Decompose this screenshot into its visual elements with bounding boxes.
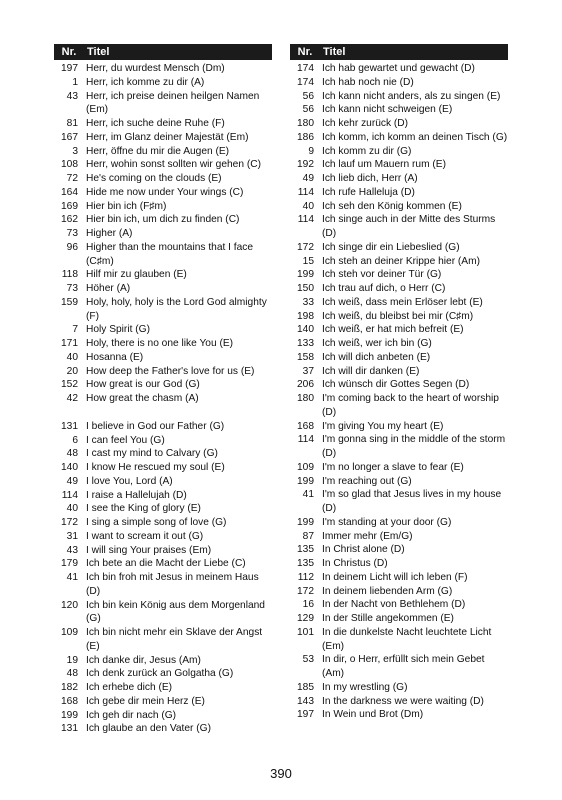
section-gap [54, 406, 272, 420]
song-number: 31 [66, 530, 78, 542]
header-title: Titel [87, 46, 110, 58]
song-row [290, 378, 508, 392]
song-title: Ich kehr zurück (D) [322, 118, 409, 129]
song-number: 16 [302, 599, 314, 611]
song-number: 53 [302, 654, 314, 666]
song-row [54, 447, 272, 461]
song-number: 9 [308, 145, 314, 157]
song-number: 199 [297, 516, 314, 528]
song-row [290, 695, 508, 709]
song-title: Immer mehr (Em/G) [322, 530, 413, 542]
song-title: I raise a Hallelujah (D) [86, 489, 187, 501]
song-title: Higher than the mountains that I face (C♯m) [86, 241, 254, 267]
song-number: 114 [297, 214, 314, 226]
song-row [54, 667, 272, 681]
song-title: I will sing Your praises (Em) [86, 544, 212, 556]
song-row [54, 557, 272, 571]
song-row [54, 296, 272, 324]
song-title: How great is our God (G) [86, 379, 200, 391]
song-row [54, 282, 272, 296]
song-number: 152 [61, 379, 78, 391]
song-row [290, 241, 508, 255]
song-row [290, 365, 508, 379]
table-header [54, 44, 272, 60]
song-row [54, 337, 272, 351]
song-title: Holy, holy, holy is the Lord God almighty (F) [86, 296, 267, 322]
song-title: Ich bin froh mit Jesus in meinem Haus (D) [86, 572, 259, 597]
song-number: 150 [297, 283, 314, 294]
song-title: Ich seh den König kommen (E) [322, 200, 462, 212]
song-row [54, 351, 272, 365]
index-column-right [290, 44, 508, 722]
song-number: 43 [66, 90, 78, 102]
song-row [290, 323, 508, 337]
song-title: Herr, ich komme zu dir (A) [86, 76, 205, 88]
song-title: Ich bete an die Macht der Liebe (C) [86, 558, 246, 570]
song-number: 172 [61, 517, 78, 528]
song-row [54, 117, 272, 131]
song-title: Higher (A) [86, 228, 133, 239]
song-number: 49 [66, 475, 78, 487]
song-number: 159 [61, 296, 78, 308]
song-title: I want to scream it out (G) [86, 530, 204, 542]
song-number: 72 [66, 173, 78, 184]
song-title: Ich rufe Halleluja (D) [322, 186, 415, 198]
song-title: Ich steh an deiner Krippe hier (Am) [322, 255, 480, 267]
header-title: Titel [323, 46, 346, 58]
song-row [290, 557, 508, 571]
song-title: He's coming on the clouds (E) [86, 173, 222, 184]
song-row [290, 420, 508, 434]
song-title: Ich wünsch dir Gottes Segen (D) [322, 379, 470, 391]
song-row [54, 516, 272, 530]
song-title: Herr, ich suche deine Ruhe (F) [86, 118, 225, 129]
song-title: Ich will dir danken (E) [322, 365, 420, 377]
song-title: Ich weiß, er hat mich befreit (E) [322, 324, 464, 336]
song-number: 169 [61, 200, 78, 212]
song-number: 180 [297, 393, 314, 404]
song-title: Hide me now under Your wings (C) [86, 186, 244, 198]
table-header [290, 44, 508, 60]
song-title: In dir, o Herr, erfüllt sich mein Gebet (Am) [322, 654, 485, 679]
song-number: 206 [297, 379, 314, 391]
song-title: In der Stille angekommen (E) [322, 613, 454, 624]
song-row [54, 489, 272, 503]
song-title: How great the chasm (A) [86, 393, 199, 404]
song-row [290, 681, 508, 695]
song-number: 40 [302, 200, 314, 212]
song-number: 40 [66, 503, 78, 515]
song-row [290, 475, 508, 489]
song-title: In deinem liebenden Arm (G) [322, 585, 453, 597]
song-title: In Wein und Brot (Dm) [322, 709, 424, 721]
song-row [54, 475, 272, 489]
song-title: Hilf mir zu glauben (E) [86, 269, 187, 281]
song-number: 15 [302, 255, 314, 267]
song-row [290, 585, 508, 599]
song-row [290, 131, 508, 145]
song-title: Ich trau auf dich, o Herr (C) [322, 283, 446, 294]
song-row [290, 598, 508, 612]
song-row [290, 653, 508, 681]
song-title: I'm gonna sing in the middle of the storm (D) [322, 434, 506, 459]
song-title: I sing a simple song of love (G) [86, 517, 227, 528]
song-row [54, 172, 272, 186]
song-row [290, 76, 508, 90]
song-number: 33 [302, 296, 314, 308]
page-number: 390 [270, 766, 292, 781]
song-title: I'm reaching out (G) [322, 475, 412, 487]
song-number: 81 [66, 118, 78, 129]
song-title: Ich erhebe dich (E) [86, 682, 173, 693]
song-title: I'm coming back to the heart of worship (D) [322, 393, 499, 418]
song-number: 41 [66, 572, 78, 583]
song-row [290, 543, 508, 557]
song-row [54, 530, 272, 544]
song-row [54, 434, 272, 448]
song-number: 199 [61, 709, 78, 721]
song-title: Ich weiß, du bleibst bei mir (C♯m) [322, 310, 474, 322]
song-row [54, 544, 272, 558]
song-number: 43 [66, 544, 78, 556]
song-number: 197 [297, 709, 314, 721]
song-number: 133 [297, 338, 314, 349]
song-number: 174 [297, 63, 314, 74]
song-title: Ich bin nicht mehr ein Sklave der Angst (E) [86, 627, 263, 652]
song-list-right [290, 62, 508, 722]
song-number: 182 [61, 682, 78, 693]
song-title: Ich will dich anbeten (E) [322, 351, 431, 363]
song-title: I see the King of glory (E) [86, 503, 201, 515]
song-row [54, 461, 272, 475]
song-row [54, 681, 272, 695]
song-title: Hier bin ich, um dich zu finden (C) [86, 214, 240, 226]
song-title: I'm standing at your door (G) [322, 516, 452, 528]
song-number: 143 [297, 695, 314, 707]
song-number: 49 [302, 173, 314, 184]
song-title: Holy, there is no one like You (E) [86, 338, 234, 349]
header-nr: Nr. [61, 46, 77, 58]
song-number: 171 [61, 338, 78, 349]
song-number: 87 [302, 530, 314, 542]
song-title: Ich singe dir ein Liebeslied (G) [322, 241, 460, 253]
song-row [54, 695, 272, 709]
song-number: 37 [302, 365, 314, 377]
song-list-left [54, 62, 272, 736]
song-row [290, 530, 508, 544]
song-title: I can feel You (G) [86, 434, 165, 446]
song-row [290, 571, 508, 585]
song-row [290, 461, 508, 475]
song-row [290, 200, 508, 214]
song-title: I'm giving You my heart (E) [322, 420, 444, 432]
song-row [54, 378, 272, 392]
song-number: 129 [297, 613, 314, 624]
song-row [54, 62, 272, 76]
song-number: 172 [297, 585, 314, 597]
song-row [290, 172, 508, 186]
song-row [54, 158, 272, 172]
song-number: 56 [302, 104, 314, 116]
song-row [54, 626, 272, 654]
song-row [54, 502, 272, 516]
song-number: 131 [61, 420, 78, 432]
song-row [290, 268, 508, 282]
song-number: 172 [297, 241, 314, 253]
song-row [290, 186, 508, 200]
song-number: 135 [297, 558, 314, 569]
song-number: 42 [66, 393, 78, 404]
song-row [290, 255, 508, 269]
song-title: Ich gebe dir mein Herz (E) [86, 695, 205, 707]
song-number: 180 [297, 118, 314, 129]
song-number: 96 [66, 241, 78, 253]
song-title: Herr, ich preise deinen heilgen Namen (Em) [86, 90, 260, 116]
song-row [290, 145, 508, 159]
song-title: Ich weiß, wer ich bin (G) [322, 338, 432, 349]
song-title: In my wrestling (G) [322, 681, 408, 693]
song-row [290, 103, 508, 117]
song-row [54, 571, 272, 599]
song-title: Ich denk zurück an Golgatha (G) [86, 668, 234, 680]
song-title: Ich steh vor deiner Tür (G) [322, 269, 442, 281]
song-number: 114 [297, 186, 314, 198]
song-number: 199 [297, 269, 314, 281]
song-title: Herr, öffne du mir die Augen (E) [86, 145, 230, 157]
song-title: Ich hab noch nie (D) [322, 76, 414, 88]
song-title: Ich hab gewartet und gewacht (D) [322, 63, 475, 74]
song-number: 135 [297, 544, 314, 556]
song-row [290, 337, 508, 351]
song-row [54, 131, 272, 145]
song-number: 197 [61, 63, 78, 74]
song-title: Ich kann nicht anders, als zu singen (E) [322, 90, 501, 102]
song-row [290, 612, 508, 626]
song-number: 41 [302, 489, 314, 501]
song-title: Höher (A) [86, 283, 131, 294]
song-number: 131 [61, 723, 78, 735]
song-row [54, 722, 272, 736]
song-number: 40 [66, 351, 78, 363]
song-row [54, 268, 272, 282]
song-number: 168 [61, 695, 78, 707]
song-title: Ich danke dir, Jesus (Am) [86, 654, 201, 666]
song-row [54, 213, 272, 227]
song-row [290, 708, 508, 722]
song-number: 162 [61, 214, 78, 226]
song-row [54, 420, 272, 434]
song-number: 109 [61, 627, 78, 638]
song-title: Herr, du wurdest Mensch (Dm) [86, 63, 225, 74]
song-title: Ich lauf um Mauern rum (E) [322, 159, 446, 171]
song-row [54, 323, 272, 337]
song-row [290, 310, 508, 324]
song-row [54, 200, 272, 214]
song-number: 118 [61, 269, 78, 281]
song-number: 48 [66, 448, 78, 460]
song-title: In der Nacht von Bethlehem (D) [322, 599, 466, 611]
song-number: 56 [302, 90, 314, 102]
song-row [54, 186, 272, 200]
song-number: 140 [297, 324, 314, 336]
song-number: 7 [72, 324, 78, 336]
song-number: 199 [297, 475, 314, 487]
song-number: 19 [66, 654, 78, 666]
song-row [54, 599, 272, 627]
song-number: 174 [297, 76, 314, 88]
song-title: Ich komm, ich komm an deinen Tisch (G) [322, 131, 508, 143]
song-number: 186 [297, 131, 314, 143]
song-title: Herr, wohin sonst sollten wir gehen (C) [86, 159, 261, 171]
header-nr: Nr. [297, 46, 313, 58]
song-number: 109 [297, 461, 314, 473]
song-row [290, 90, 508, 104]
song-title: Hier bin ich (F♯m) [86, 200, 167, 212]
song-title: In deinem Licht will ich leben (F) [322, 571, 468, 583]
song-title: In Christ alone (D) [322, 544, 405, 556]
song-number: 1 [72, 76, 78, 88]
song-title: How deep the Father's love for us (E) [86, 365, 255, 377]
song-row [54, 241, 272, 269]
song-row [54, 76, 272, 90]
song-number: 73 [66, 283, 78, 294]
index-column-left [54, 44, 272, 736]
song-title: Ich glaube an den Vater (G) [86, 723, 211, 735]
song-title: Ich lieb dich, Herr (A) [322, 173, 418, 184]
song-row [54, 654, 272, 668]
song-title: Ich komm zu dir (G) [322, 145, 412, 157]
song-row [290, 62, 508, 76]
song-row [290, 213, 508, 241]
song-number: 164 [61, 186, 78, 198]
song-title: I love You, Lord (A) [86, 475, 173, 487]
song-title: Hosanna (E) [86, 351, 144, 363]
song-title: Ich singe auch in der Mitte des Sturms (D) [322, 214, 496, 239]
song-row [54, 90, 272, 118]
song-row [54, 227, 272, 241]
song-number: 120 [61, 599, 78, 611]
song-row [54, 145, 272, 159]
song-number: 6 [72, 434, 78, 446]
song-title: I'm no longer a slave to fear (E) [322, 461, 464, 473]
song-number: 140 [61, 462, 78, 473]
song-number: 112 [297, 571, 314, 583]
song-number: 108 [61, 159, 78, 171]
song-title: I know He rescued my soul (E) [86, 462, 225, 473]
song-title: In die dunkelste Nacht leuchtete Licht (Em) [322, 626, 492, 652]
song-title: I cast my mind to Calvary (G) [86, 448, 218, 460]
song-number: 114 [297, 434, 314, 446]
song-number: 3 [72, 145, 78, 157]
song-row [290, 158, 508, 172]
song-title: I'm so glad that Jesus lives in my house (D) [322, 489, 502, 514]
song-row [290, 516, 508, 530]
song-number: 168 [297, 420, 314, 432]
song-row [290, 433, 508, 461]
song-row [290, 296, 508, 310]
song-title: Holy Spirit (G) [86, 324, 150, 336]
song-row [54, 709, 272, 723]
song-title: Ich geh dir nach (G) [86, 709, 177, 721]
song-number: 167 [61, 131, 78, 143]
song-row [290, 392, 508, 420]
song-title: Ich bin kein König aus dem Morgenland (G) [86, 599, 265, 625]
song-number: 101 [297, 626, 314, 638]
song-number: 48 [66, 668, 78, 680]
song-title: In Christus (D) [322, 558, 388, 569]
song-title: Ich weiß, dass mein Erlöser lebt (E) [322, 296, 483, 308]
song-number: 114 [61, 489, 78, 501]
song-row [290, 488, 508, 516]
song-row [290, 282, 508, 296]
song-number: 20 [66, 365, 78, 377]
song-row [290, 117, 508, 131]
song-row [54, 392, 272, 406]
song-title: In the darkness we were waiting (D) [322, 695, 484, 707]
song-number: 198 [297, 310, 314, 322]
song-row [54, 365, 272, 379]
song-row [290, 626, 508, 654]
song-title: Ich kann nicht schweigen (E) [322, 104, 453, 116]
song-number: 179 [61, 558, 78, 570]
song-number: 73 [66, 228, 78, 239]
song-number: 192 [297, 159, 314, 171]
song-number: 185 [297, 681, 314, 693]
song-title: I believe in God our Father (G) [86, 420, 225, 432]
song-number: 158 [297, 351, 314, 363]
song-title: Herr, im Glanz deiner Majestät (Em) [86, 131, 249, 143]
song-row [290, 351, 508, 365]
